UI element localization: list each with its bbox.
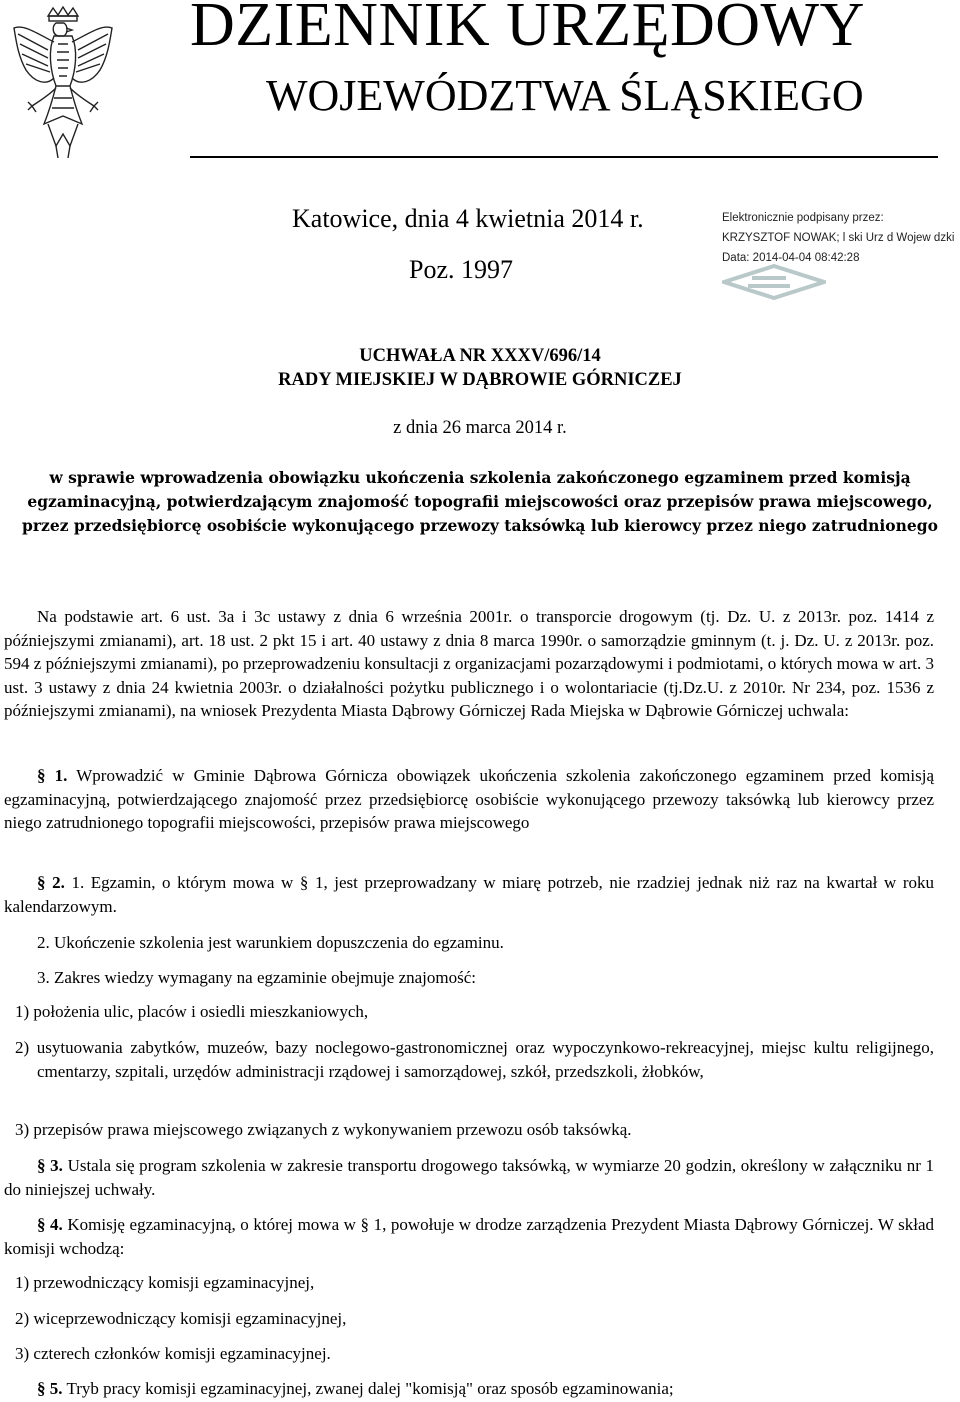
journal-title: DZIENNIK URZĘDOWY	[190, 0, 865, 59]
position-number: Poz. 1997	[409, 255, 513, 284]
resolution-date: z dnia 26 marca 2014 r.	[393, 418, 567, 438]
signature-line-3: Data: 2014-04-04 08:42:28	[722, 252, 860, 264]
electronic-signature	[722, 208, 960, 268]
header-divider	[190, 156, 938, 158]
section-4	[4, 1213, 934, 1260]
section-4-label: § 4.	[37, 1215, 63, 1234]
section-3-text: Ustala się program szkolenia w zakresie transportu drogowego taksówką, w wymiarze 20 godzin, określony w załączniku nr 1 do niniejszej uchwały.	[4, 1156, 935, 1199]
resolution-council: RADY MIEJSKIEJ W DĄBROWIE GÓRNICZEJ	[278, 370, 682, 390]
eagle-emblem-icon	[8, 6, 118, 164]
section-4-item-3	[4, 1342, 934, 1366]
section-2	[4, 871, 934, 918]
section-5-text: Tryb pracy komisji egzaminacyjnej, zwanej dalej "komisją" oraz sposób egzaminowania;	[66, 1379, 674, 1398]
list-item: 3) czterech członków komisji egzaminacyjnej.	[15, 1344, 331, 1363]
section-2-paragraph-2: 2. Ukończenie szkolenia jest warunkiem dopuszczenia do egzaminu.	[37, 933, 504, 952]
resolution-subject: w sprawie wprowadzenia obowiązku ukończenia szkolenia zakończonego egzaminem przed komisją egzaminacyjną, potwierdzającym znajomość topografii miejscowości oraz przepisów prawa miejscowego, przez przedsiębiorcę osobiście wykonującego przewozy taksówką lub kierowcy przez niego zatrudnionego	[22, 468, 938, 535]
place-date: Katowice, dnia 4 kwietnia 2014 r.	[292, 204, 644, 233]
section-4-item-1	[4, 1271, 934, 1295]
preamble	[4, 605, 934, 723]
section-5	[4, 1377, 934, 1401]
section-2-paragraph-1: 1. Egzamin, o którym mowa w § 1, jest przeprowadzany w miarę potrzeb, nie rzadziej jednak niż raz na kwartał w roku kalendarzowym.	[4, 873, 934, 916]
signature-logo-icon	[722, 262, 826, 300]
section-4-item-2	[4, 1307, 934, 1331]
section-5-label: § 5.	[37, 1379, 63, 1398]
list-item: 1) przewodniczący komisji egzaminacyjnej,	[15, 1273, 315, 1292]
list-item: 1) położenia ulic, placów i osiedli mieszkaniowych,	[15, 1002, 369, 1021]
section-2-p3	[4, 966, 934, 990]
section-2-label: § 2.	[37, 873, 65, 892]
section-1	[4, 764, 934, 835]
section-3-label: § 3.	[37, 1156, 63, 1175]
section-2-item-1	[4, 1000, 934, 1024]
list-item: 2) usytuowania zabytków, muzeów, bazy noclegowo-gastronomicznej oraz wypoczynkowo-rekreacyjnej, miejsc kultu religijnego, cmentarzy, szpitali, urzędów administracji rządowej i samorządowej, szkół, przedszkoli, żłobków,	[15, 1038, 934, 1081]
resolution-number: UCHWAŁA NR XXXV/696/14	[359, 346, 601, 366]
resolution-header	[0, 344, 960, 392]
section-1-label: § 1.	[37, 766, 68, 785]
section-1-text: Wprowadzić w Gminie Dąbrowa Górnicza obowiązek ukończenia szkolenia zakończonego egzaminem przed komisją egzaminacyjną, potwierdzającego znajomość przez przedsiębiorcę osobiście wykonującego przewozy taksówką lub kierowcy przez niego zatrudnionego topografii miejscowości, przepisów prawa miejscowego	[4, 766, 934, 832]
signature-line-2: KRZYSZTOF NOWAK; l ski Urz d Wojew dzki	[722, 232, 955, 244]
signature-line-1: Elektronicznie podpisany przez:	[722, 212, 884, 224]
section-2-p2	[4, 931, 934, 955]
preamble-text: Na podstawie art. 6 ust. 3a i 3c ustawy z dnia 6 września 2001r. o transporcie drogowym (tj. Dz. U. z 2013r. poz. 1414 z późniejszymi zmianami), art. 18 ust. 2 pkt 15 i art. 40 ustawy z dnia 8 marca 1990r. o samorządzie gminnym (t. j. Dz. U. z 2013r. poz. 594 z późniejszymi zmianami), po przeprowadzeniu konsultacji z organizacjami pozarządowymi i podmiotami, o których mowa w art. 3 ust. 3 ustawy z dnia 24 kwietnia 2003r. o działalności pożytku publicznego i o wolontariacie (tj.Dz.U. z 2010r. Nr 234, poz. 1536 z późniejszymi zmianami), na wniosek Prezydenta Miasta Dąbrowy Górniczej Rada Miejska w Dąbrowie Górniczej uchwala:	[4, 607, 934, 720]
section-2-item-2	[4, 1036, 934, 1083]
journal-subtitle: WOJEWÓDZTWA ŚLĄSKIEGO	[266, 71, 864, 120]
list-item: 2) wiceprzewodniczący komisji egzaminacyjnej,	[15, 1309, 347, 1328]
section-4-text: Komisję egzaminacyjną, o której mowa w § 1, powołuje w drodze zarządzenia Prezydent Miasta Dąbrowy Górniczej. W skład komisji wchodzą:	[4, 1215, 934, 1258]
list-item: 3) przepisów prawa miejscowego związanych z wykonywaniem przewozu osób taksówką.	[15, 1120, 632, 1139]
section-2-item-3	[4, 1118, 934, 1142]
section-2-paragraph-3: 3. Zakres wiedzy wymagany na egzaminie obejmuje znajomość:	[37, 968, 477, 987]
section-3	[4, 1154, 934, 1201]
